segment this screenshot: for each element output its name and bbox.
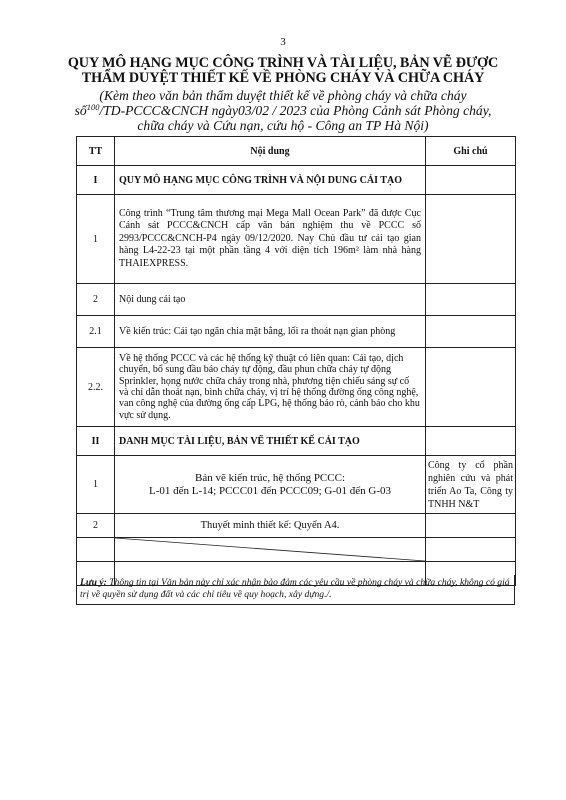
footnote (76, 575, 515, 605)
empty-row-1 (77, 538, 516, 562)
table-row (77, 348, 516, 427)
row-2-tt: 2 (77, 284, 115, 316)
section-2-tt: II (77, 427, 115, 456)
doc-2-note (426, 514, 516, 538)
empty-cell-struck (115, 538, 426, 562)
doc-1-line-1: Bản vẽ kiến trúc, hệ thống PCCC: (194, 471, 345, 484)
strike-line-segment (115, 538, 425, 561)
title-line-2: THẨM DUYỆT THIẾT KẾ VỀ PHÒNG CHÁY VÀ CHỮA CHÁY (81, 70, 485, 86)
document-title (40, 56, 526, 86)
footnote-text: Thông tin tại Văn bản này chỉ xác nhận bảo đảm các yêu cầu về phòng cháy và chữa cháy, không có giá trị về quyền sử dụng đất và các chỉ tiêu về quy hoạch, xây dựng./. (80, 577, 510, 600)
doc-1-tt: 1 (77, 456, 115, 514)
header-tt: TT (77, 137, 115, 166)
row-2-note (426, 284, 516, 316)
section-1-note (426, 166, 516, 195)
header-content: Nội dung (115, 137, 426, 166)
strike-line (115, 538, 425, 561)
row-1-note (426, 195, 516, 284)
subtitle-reference: /TD-PCCC&CNCH ngày03/02 / 2023 của Phòng Cảnh sát Phòng cháy, (99, 102, 492, 118)
doc-1-line-2: L-01 đến L-14; PCCC01 đến PCCC09; G-01 đến G-03 (149, 484, 391, 497)
table-row (77, 195, 516, 284)
row-2-1-note (426, 316, 516, 348)
row-1-tt: 1 (77, 195, 115, 284)
content-table (76, 136, 516, 586)
doc-1-content (115, 456, 426, 514)
subtitle-line-2 (56, 101, 510, 120)
doc-2-content: Thuyết minh thiết kế: Quyển A4. (115, 514, 426, 538)
section-1-title: QUY MÔ HẠNG MỤC CÔNG TRÌNH VÀ NỘI DUNG CẢI TẠO (115, 166, 426, 195)
row-2-content: Nội dung cải tạo (115, 284, 426, 316)
doc-1-note: Công ty cổ phần nghiên cứu và phát triển Ao Ta, Công ty TNHH N&T (426, 456, 516, 514)
row-2-1-tt: 2.1 (77, 316, 115, 348)
reference-number: 100 (86, 101, 100, 112)
table-header-row (77, 137, 516, 166)
title-line-1: QUY MÔ HẠNG MỤC CÔNG TRÌNH VÀ TÀI LIỆU, BẢN VẼ ĐƯỢC (67, 55, 499, 71)
row-2-1-content: Về kiến trúc: Cải tạo ngăn chia mặt bằng, lối ra thoát nạn gian phòng (115, 316, 426, 348)
section-2-row (77, 427, 516, 456)
empty-cell (426, 538, 516, 562)
row-2-2-tt: 2.2. (77, 348, 115, 427)
subtitle-line-1: (Kèm theo văn bản thẩm duyệt thiết kế về phòng cháy và chữa cháy (99, 88, 467, 103)
section-1-tt: I (77, 166, 115, 195)
row-1-content: Công trình “Trung tâm thương mại Mega Mall Ocean Park” đã được Cục Cảnh sát PCCC&CNCH cấp văn bản nghiệm thu về PCCC số 2993/PCCC&CNCH-P4 ngày 09/12/2020. Nay Chủ đầu tư cải tạo gian hàng L4-22-23 tại một phần tầng 4 với diện tích 196m² làm nhà hàng THAIEXPRESS. (115, 195, 426, 284)
document-subtitle (56, 89, 510, 134)
header-note: Ghi chú (426, 137, 516, 166)
row-2-2-content: Về hệ thống PCCC và các hệ thống kỹ thuật có liên quan: Cải tạo, dịch chuyển, bổ sung đầu báo cháy tự động, đầu phun chữa cháy tự động Sprinkler, họng nước chữa cháy trong nhà, phương tiện chiếu sáng sự cố và chỉ dẫn thoát nạn, bình chữa cháy, vị trí hệ thống đường ống công nghệ, van công nghệ của đường ống cấp LPG, hệ thống báo rò, cảnh báo cho khu vực sử dụng. (115, 348, 426, 427)
table-row (77, 456, 516, 514)
table-row (77, 316, 516, 348)
section-2-note (426, 427, 516, 456)
footnote-label: Lưu ý: (80, 577, 107, 588)
page-number: 3 (280, 36, 286, 48)
row-2-2-note (426, 348, 516, 427)
empty-cell (77, 538, 115, 562)
section-1-row (77, 166, 516, 195)
section-2-title: DANH MỤC TÀI LIỆU, BẢN VẼ THIẾT KẾ CẢI TẠO (115, 427, 426, 456)
doc-2-tt: 2 (77, 514, 115, 538)
table-row (77, 514, 516, 538)
table-row (77, 284, 516, 316)
subtitle-prefix: số (74, 102, 87, 118)
subtitle-line-3: chữa cháy và Cứu nạn, cứu hộ - Công an TP Hà Nội) (137, 118, 429, 133)
